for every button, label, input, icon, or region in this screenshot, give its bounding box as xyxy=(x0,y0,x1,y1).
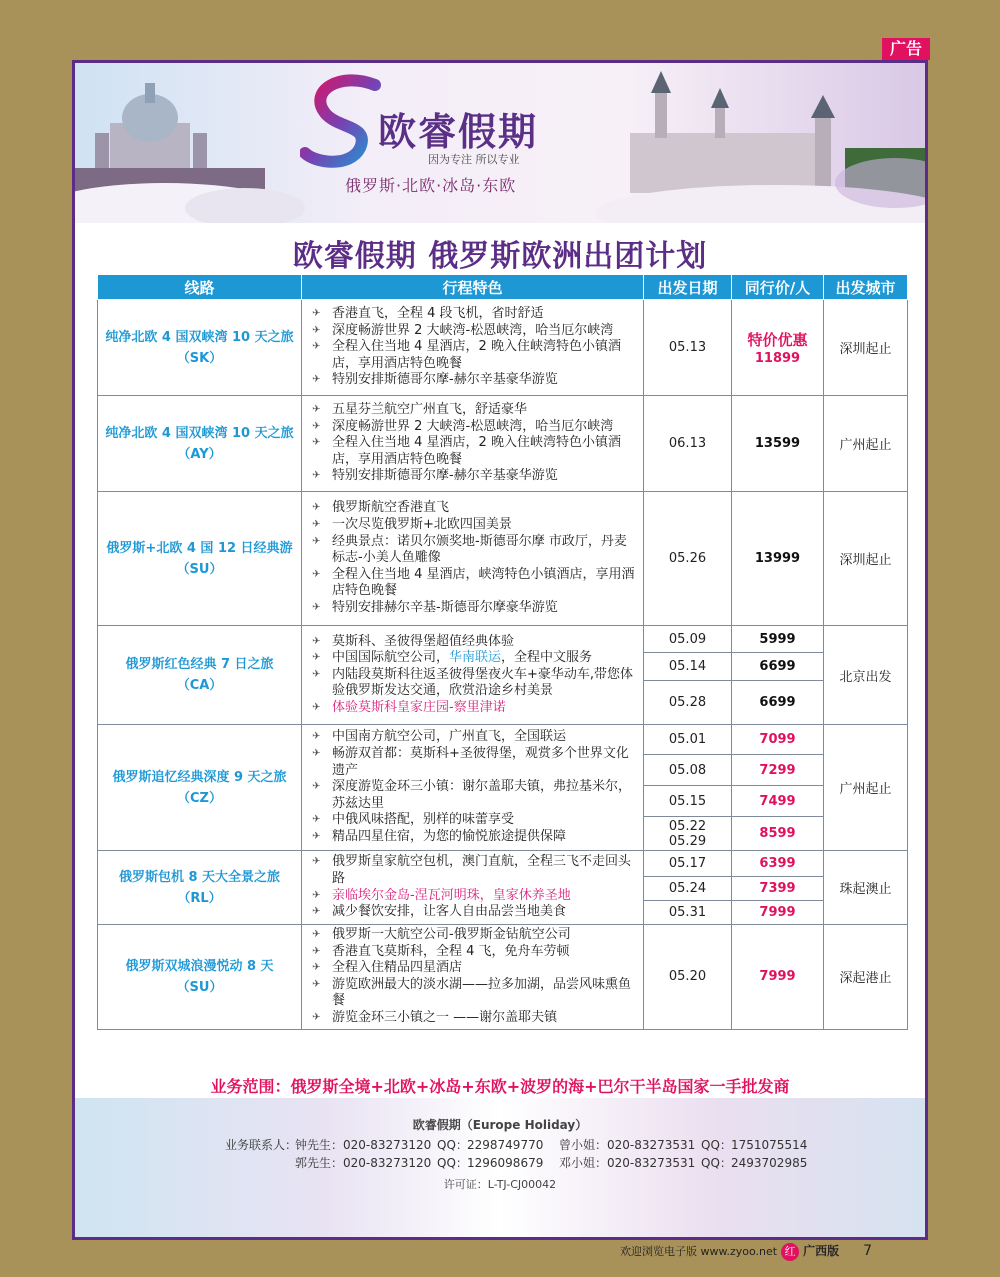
feature-item: ✈ 俄罗斯一大航空公司-俄罗斯金钻航空公司 xyxy=(306,927,639,944)
qq-label: QQ： xyxy=(437,1156,468,1170)
page-footer xyxy=(620,1242,920,1266)
route-cell xyxy=(98,925,302,1030)
company-name: 欧睿假期（Europe Holiday） xyxy=(412,1118,588,1132)
banner xyxy=(75,63,925,223)
date-cell: 05.08 xyxy=(644,755,732,786)
contact-person: 邓小姐： xyxy=(559,1156,608,1170)
feature-item: ✈ 经典景点：诺贝尔颁奖地-斯德哥尔摩 市政厅，丹麦标志-小美人鱼雕像 xyxy=(306,534,639,567)
date-cell: 05.26 xyxy=(644,492,732,626)
route-name: 俄罗斯双城浪漫悦动 8 天 xyxy=(125,958,274,974)
price-cell: 8599 xyxy=(732,817,824,851)
price-cell: 13599 xyxy=(732,396,824,492)
feature-item: ✈ 深度畅游世界 2 大峡湾-松恩峡湾，哈当厄尔峡湾 xyxy=(306,323,639,340)
contact-person: 钟先生： xyxy=(295,1138,344,1152)
qq-label: QQ： xyxy=(701,1156,732,1170)
date-cell: 05.28 xyxy=(644,681,732,725)
price-cell: 7399 xyxy=(732,877,824,901)
price-cell: 7099 xyxy=(732,725,824,755)
contact-label: 业务联系人： xyxy=(225,1138,298,1152)
brand-routes: 俄罗斯·北欧·冰岛·东欧 xyxy=(345,176,517,195)
date-cell: 06.13 xyxy=(644,396,732,492)
features-cell xyxy=(302,300,644,396)
table-row xyxy=(98,725,908,755)
feature-item: ✈ 内陆段莫斯科往返圣彼得堡夜火车+豪华动车,带您体验俄罗斯发达交通，欣赏沿途乡村美景 xyxy=(306,667,639,700)
contact-person: 郭先生： xyxy=(295,1156,344,1170)
site-text: 欢迎浏览电子版 www.zyoo.net xyxy=(620,1245,778,1258)
features-cell xyxy=(302,492,644,626)
header-route: 线路 xyxy=(98,275,302,300)
feature-item: ✈ 体验莫斯科皇家庄园-察里津诺 xyxy=(306,700,639,717)
city-cell: 北京出发 xyxy=(824,626,908,725)
price-cell: 13999 xyxy=(732,492,824,626)
feature-item: ✈ 香港直飞莫斯科，全程 4 飞，免舟车劳顿 xyxy=(306,944,639,961)
route-cell xyxy=(98,396,302,492)
route-name: 俄罗斯追忆经典深度 9 天之旅 xyxy=(112,769,287,785)
date-cell: 05.15 xyxy=(644,786,732,817)
date-cell: 05.13 xyxy=(644,300,732,396)
qq-number: 1751075514 xyxy=(731,1138,808,1152)
price-value: 11899 xyxy=(754,351,801,366)
route-name: 俄罗斯红色经典 7 日之旅 xyxy=(125,657,274,672)
contact-phone: 020-83273120 xyxy=(343,1138,432,1152)
date-value: 05.29 xyxy=(668,833,707,849)
feature-item: ✈ 香港直飞，全程 4 段飞机，省时舒适 xyxy=(306,306,639,323)
feature-item: ✈ 减少餐饮安排，让客人自由品尝当地美食 xyxy=(306,904,639,921)
price-cell: 7299 xyxy=(732,755,824,786)
date-cell: 05.01 xyxy=(644,725,732,755)
feature-item: ✈ 俄罗斯皇家航空包机，澳门直航，全程三飞不走回头路 xyxy=(306,854,639,887)
route-code: （CZ） xyxy=(177,790,222,806)
page-number: 7 xyxy=(863,1243,873,1259)
city-cell: 广州起止 xyxy=(824,396,908,492)
route-cell xyxy=(98,851,302,925)
header-date: 出发日期 xyxy=(644,275,732,300)
features-cell xyxy=(302,925,644,1030)
license-number: 许可证：L-TJ-CJ00042 xyxy=(443,1178,557,1191)
feature-item: ✈ 畅游双首都：莫斯科+圣彼得堡，观赏多个世界文化遗产 xyxy=(306,746,639,779)
route-cell xyxy=(98,300,302,396)
price-note: 特价优惠 xyxy=(747,331,808,349)
table-header-row xyxy=(98,275,908,300)
price-cell: 5999 xyxy=(732,626,824,653)
qq-number: 2493702985 xyxy=(731,1156,808,1170)
feature-item: ✈ 精品四星住宿，为您的愉悦旅途提供保障 xyxy=(306,829,639,846)
date-cell: 05.14 xyxy=(644,653,732,681)
contact-row xyxy=(225,1136,807,1153)
features-cell xyxy=(302,626,644,725)
feature-item: ✈ 全程入住当地 4 星酒店，2 晚入住峡湾特色小镇酒店，享用酒店特色晚餐 xyxy=(306,435,639,468)
price-cell: 7999 xyxy=(732,925,824,1030)
route-name: 纯净北欧 4 国双峡湾 10 天之旅 xyxy=(105,425,294,441)
price-cell: 6399 xyxy=(732,851,824,877)
business-line: 业务范围：俄罗斯全境+北欧+冰岛+东欧+波罗的海+巴尔干半岛国家一手批发商 xyxy=(210,1077,790,1096)
brand-logo xyxy=(300,73,580,193)
price-cell xyxy=(732,300,824,396)
table-row xyxy=(98,492,908,626)
qq-label: QQ： xyxy=(701,1138,732,1152)
features-cell xyxy=(302,396,644,492)
price-cell: 7999 xyxy=(732,901,824,925)
route-code: （SU） xyxy=(176,561,223,577)
brand-s-icon xyxy=(300,73,390,173)
brand-name: 欧睿假期 xyxy=(378,110,539,154)
date-cell: 05.31 xyxy=(644,901,732,925)
price-cell: 6699 xyxy=(732,681,824,725)
contact-row xyxy=(295,1154,807,1171)
features-cell xyxy=(302,725,644,851)
table-row xyxy=(98,626,908,653)
header-city: 出发城市 xyxy=(824,275,908,300)
feature-item: ✈ 深度畅游世界 2 大峡湾-松恩峡湾，哈当厄尔峡湾 xyxy=(306,419,639,436)
page-title: 欧睿假期 俄罗斯欧洲出团计划 xyxy=(292,239,708,274)
city-cell: 深圳起止 xyxy=(824,492,908,626)
feature-item: ✈ 一次尽览俄罗斯+北欧四国美景 xyxy=(306,517,639,534)
route-code: （CA） xyxy=(176,678,223,693)
date-value: 05.22 xyxy=(668,818,707,834)
date-cell: 05.24 xyxy=(644,877,732,901)
feature-item: ✈ 全程入住精品四星酒店 xyxy=(306,960,639,977)
feature-item: ✈ 游览金环三小镇之一 ——谢尔盖耶夫镇 xyxy=(306,1010,639,1027)
route-code: （SK） xyxy=(176,350,223,366)
route-cell xyxy=(98,626,302,725)
city-cell: 广州起止 xyxy=(824,725,908,851)
table-row xyxy=(98,300,908,396)
route-code: （SU） xyxy=(176,979,223,995)
route-cell xyxy=(98,492,302,626)
feature-item: ✈ 俄罗斯航空香港直飞 xyxy=(306,500,639,517)
feature-item: ✈ 五星芬兰航空广州直飞，舒适豪华 xyxy=(306,402,639,419)
contact-phone: 020-83273531 xyxy=(607,1156,696,1170)
route-name: 俄罗斯+北欧 4 国 12 日经典游 xyxy=(106,540,293,556)
price-cell: 7499 xyxy=(732,786,824,817)
feature-item: ✈ 全程入住当地 4 星酒店，峡湾特色小镇酒店，享用酒店特色晚餐 xyxy=(306,567,639,600)
tour-plan-table xyxy=(97,274,908,1030)
contact-person: 曾小姐： xyxy=(559,1138,608,1152)
table-row xyxy=(98,851,908,877)
qq-number: 2298749770 xyxy=(467,1138,544,1152)
table-row xyxy=(98,396,908,492)
ad-tag: 广告 xyxy=(882,38,930,60)
feature-item: ✈ 游览欧洲最大的淡水湖——拉多加湖，品尝风味熏鱼餐 xyxy=(306,977,639,1010)
header-features: 行程特色 xyxy=(302,275,644,300)
city-cell: 珠起澳止 xyxy=(824,851,908,925)
features-cell xyxy=(302,851,644,925)
feature-item: ✈ 中国南方航空公司，广州直飞，全国联运 xyxy=(306,729,639,746)
route-code: （AY） xyxy=(177,446,222,462)
city-cell: 深起港止 xyxy=(824,925,908,1030)
feature-item: ✈ 特别安排赫尔辛基-斯德哥尔摩豪华游览 xyxy=(306,600,639,617)
feature-item: ✈ 全程入住当地 4 星酒店，2 晚入住峡湾特色小镇酒店，享用酒店特色晚餐 xyxy=(306,339,639,372)
feature-item: ✈ 深度游览金环三小镇：谢尔盖耶夫镇，弗拉基米尔，苏兹达里 xyxy=(306,779,639,812)
feature-item: ✈ 中国国际航空公司，华南联运，全程中文服务 xyxy=(306,650,639,667)
contact-phone: 020-83273120 xyxy=(343,1156,432,1170)
feature-item: ✈ 中俄风味搭配，别样的味蕾享受 xyxy=(306,812,639,829)
date-cell: 05.20 xyxy=(644,925,732,1030)
route-cell xyxy=(98,725,302,851)
header-price: 同行价/人 xyxy=(732,275,824,300)
feature-item: ✈ 特别安排斯德哥尔摩-赫尔辛基豪华游览 xyxy=(306,468,639,485)
edition-name: 广西版 xyxy=(803,1244,840,1258)
table-row xyxy=(98,925,908,1030)
city-cell: 深圳起止 xyxy=(824,300,908,396)
contact-footer xyxy=(75,1098,925,1240)
qq-number: 1296098679 xyxy=(467,1156,544,1170)
brand-slogan: 因为专注 所以专业 xyxy=(428,153,520,166)
ad-page xyxy=(72,60,928,1240)
contact-phone: 020-83273531 xyxy=(607,1138,696,1152)
date-cell: 05.17 xyxy=(644,851,732,877)
feature-item: ✈ 特别安排斯德哥尔摩-赫尔辛基豪华游览 xyxy=(306,372,639,389)
edition-badge: 红 xyxy=(781,1243,799,1261)
feature-item: ✈ 亲临埃尔金岛-涅瓦河明珠，皇家休养圣地 xyxy=(306,888,639,905)
route-name: 纯净北欧 4 国双峡湾 10 天之旅 xyxy=(105,329,294,345)
route-code: （RL） xyxy=(177,890,222,906)
route-name: 俄罗斯包机 8 天大全景之旅 xyxy=(118,869,281,885)
date-cell: 05.09 xyxy=(644,626,732,653)
date-cell xyxy=(644,817,732,851)
price-cell: 6699 xyxy=(732,653,824,681)
qq-label: QQ： xyxy=(437,1138,468,1152)
feature-item: ✈ 莫斯科、圣彼得堡超值经典体验 xyxy=(306,634,639,651)
feature-highlight: 华南联运 xyxy=(449,650,502,666)
